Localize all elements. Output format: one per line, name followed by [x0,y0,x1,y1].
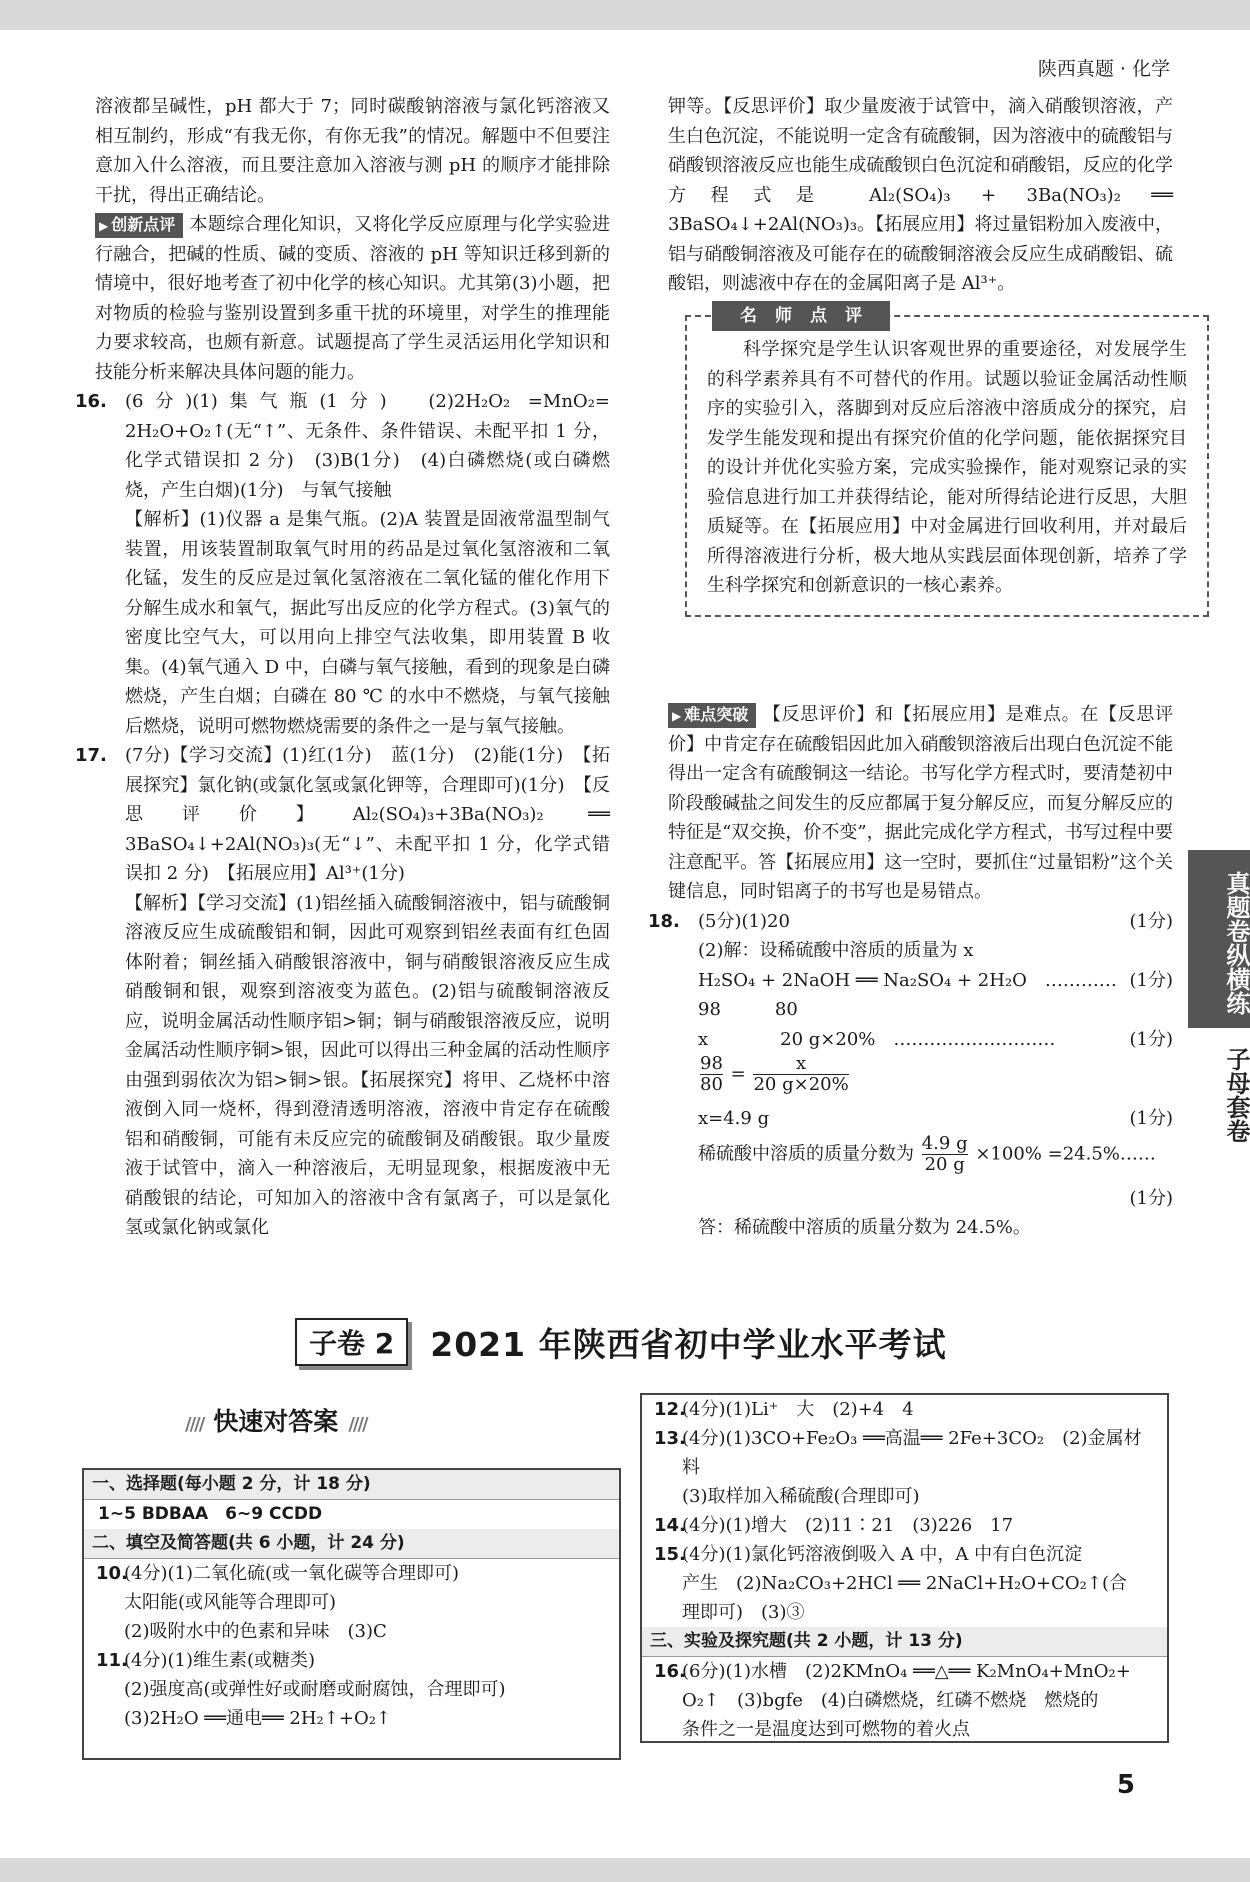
answer-11-b: (2)强度高(或弹性好或耐磨或耐腐蚀，合理即可) [124,1679,506,1700]
answer-box-right [640,1393,1169,1743]
question-number: 18. [648,910,680,932]
q18-calc-line: (5分)(1)20 (1分) [698,910,1173,932]
q18-proportion: $\frac{98}{80}$ = $\frac{x}{20 g\times 20\%}$ [700,1053,849,1095]
teacher-review-text: 科学探究是学生认识客观世界的重要途径，对发展学生的科学素养具有不可替代的作用。试题以验证金属活动性顺序的实验引入，落脚到对反应后溶液中溶质成分的探究，启发学生能发现和提出有探究价值的化学问题，能依据探究目的设计并优化实验方案，完成实验操作，能对观察记录的实验信息进行加工并获得结论，能对所得结论进行反思，大胆质疑等。在【拓展应用】中对金属进行回收利用，并对最后所得溶液进行分析，极大地从实践层面体现创新，培养了学生科学探究和创新意识的一核心素养。 [707,339,1187,596]
question-number: 16. [75,391,107,412]
question-16 [75,387,610,741]
answer-10: 10. (4分)(1)二氧化硫(或一氧化碳等合理即可) [96,1563,460,1584]
answer-13: 13. (4分)(1)3CO+Fe₂O₃ ══高温══ 2Fe+3CO₂ (2)金属材料 [654,1428,1142,1478]
decor-stripes-icon: //// [348,1414,367,1435]
q17-answer: (7分)【学习交流】(1)红(1分) 蓝(1分) (2)能(1分) 【拓展探究】氯化钠(或氯化氢或氯化钾等，合理即可)(1分) 【反思评价】Al₂(SO₄)₃+3Ba(NO₃)₂ ══ 3BaSO₄↓+2Al(NO₃)₃(无“↓”、未配平扣 1 分，化学式错误扣 2 分) 【拓展应用】Al³⁺(1分) [125,745,610,884]
running-header: 陕西真题 · 化学 [1037,58,1170,80]
right-column-lower [648,700,1173,1243]
answer-14: 14. (4分)(1)增大 (2)11∶21 (3)226 17 [654,1515,1014,1536]
section-experiment: 三、实验及探究题(共 2 小题，计 13 分) [642,1627,1167,1657]
q18-x-value: x=4.9 g (1分) [698,1108,1173,1129]
q18-percent-points: (1分) [1129,1187,1173,1209]
decor-stripes-icon: //// [185,1414,204,1435]
section-fill: 二、填空及简答题(共 6 小题，计 24 分) [84,1529,619,1559]
paper-title: 2021 年陕西省初中学业水平考试 [430,1324,947,1364]
question-17 [75,741,610,1243]
difficulty-text: 【反思评价】和【拓展应用】是难点。在【反思评价】中肯定存在硫酸铝因此加入硝酸钡溶液后出现白色沉淀不能得出一定含有硫酸铜这一结论。书写化学方程式时，要清楚初中阶段酸碱盐之间发生的反应都属于复分解反应，而复分解反应的特征是“双交换，价不变”，据此完成化学方程式，书写过程中要注意配平。答【拓展应用】这一空时，要抓住“过量铝粉”这个关键信息，同时铝离子的书写也是易错点。 [668,704,1173,902]
paper-banner [295,1318,947,1366]
difficulty-tag: ▶ 难点突破 [668,703,756,728]
q18-calc-line: x 20 g×20% ……………………… (1分) [698,1028,1173,1050]
question-number: 17. [75,745,107,766]
answer-12: 12. (4分)(1)Li⁺ 大 (2)+4 4 [654,1399,914,1420]
q18-calc-lines [698,907,1173,1055]
q18-calc-line: 98 80 [698,999,798,1020]
quick-answer-heading: //// 快速对答案 //// [185,1407,367,1436]
continued-paragraph: 溶液都呈碱性，pH 都大于 7；同时碳酸钠溶液与氯化钙溶液又相互制约，形成“有我无你，有你无我”的情况。解题中不但要注意加入什么溶液，而且要注意加入溶液与测 pH 的顺序才能排除干扰，得出正确结论。 [95,96,610,206]
fraction-left: $\frac{98}{80}$ [700,1053,723,1095]
answer-16-c: 条件之一是温度达到可燃物的着火点 [682,1719,970,1740]
bottom-gray-bar [0,1858,1250,1882]
q16-analysis: 【解析】(1)仪器 a 是集气瓶。(2)A 装置是固液常温型制气装置，用该装置制取氧气时用的药品是过氧化氢溶液和二氧化锰，发生的反应是过氧化氢溶液在二氧化锰的催化作用下分解生成水和氧气，据此写出反应的化学方程式。(3)氧气的密度比空气大，可以用向上排空气法收集，即用装置 B 收集。(4)氧气通入 D 中，白磷与氧气接触，看到的现象是白磷燃烧，产生白烟；白磷在 80 ℃ 的水中不燃烧，与氧气接触后燃烧，说明可燃物燃烧需要的条件之一是与氧气接触。 [125,509,610,737]
innovation-review [95,210,610,387]
q18-calc-line: (2)解：设稀硫酸中溶质的质量为 x [698,940,974,961]
teacher-review-box [685,306,1209,617]
top-gray-bar [0,0,1250,30]
answer-15-b: 产生 (2)Na₂CO₃+2HCl ══ 2NaCl+H₂O+CO₂↑(合 [682,1573,1127,1594]
innovation-text: 本题综合理化知识，又将化学反应原理与化学实验进行融合，把碱的性质、碱的变质、溶液的 pH 等知识迁移到新的情境中，很好地考查了初中化学的核心知识。尤其第(3)小题，把对物质的检验与鉴别设置到多重干扰的环境里，对学生的推理能力要求较高，也颇有新意。试题提高了学生灵活运用化学知识和技能分析来解决具体问题的能力。 [95,214,610,383]
page-number: 5 [1116,1770,1135,1800]
section-choice: 一、选择题(每小题 2 分，计 18 分) [84,1470,619,1500]
q18-percent: 稀硫酸中溶质的质量分数为 $\frac{4.9 g}{20 g}$ ×100% =24.5%…… [698,1132,1156,1175]
right-column [668,92,1173,299]
answer-16-b: O₂↑ (3)bgfe (4)白磷燃烧，红磷不燃烧 燃烧的 [682,1690,1099,1711]
difficulty-breakthrough [668,700,1173,907]
answer-11-c: (3)2H₂O ══通电══ 2H₂↑+O₂↑ [124,1708,391,1729]
continued-paragraph: 钾等。【反思评价】取少量废液于试管中，滴入硝酸钡溶液，产生白色沉淀，不能说明一定含有硫酸铜，因为溶液中的硫酸铝与硝酸钡溶液反应也能生成硫酸钡白色沉淀和硝酸铝，反应的化学方程式是 Al₂(SO₄)₃ + 3Ba(NO₃)₂ ══ 3BaSO₄↓+2Al(NO₃)₃。【拓展应用】将过量铝粉加入废液中，铝与硝酸铜溶液及可能存在的硫酸铜溶液会反应生成硝酸铝、硫酸铝，则滤液中存在的金属阳离子是 Al³⁺。 [668,96,1173,294]
q17-analysis: 【解析】【学习交流】(1)铝丝插入硫酸铜溶液中，铝与硫酸铜溶液反应生成硫酸铝和铜，因此可观察到铝丝表面有红色固体附着；铜丝插入硝酸银溶液中，铜与硝酸银溶液反应生成硝酸铜和银，观察到溶液变为蓝色。(2)铝与硫酸铜溶液反应，说明金属活动性顺序铝>铜；铜与硝酸银溶液反应，说明金属活动性顺序铜>银，因此可以得出三种金属的活动性顺序由强到弱依次为铝>铜>银。【拓展探究】将甲、乙烧杯中溶液倒入同一烧杯，得到澄清透明溶液，溶液中肯定存在硫酸铝和硝酸铜，可能有未反应完的硫酸铜及硝酸银。取少量废液于试管中，滴入一种溶液后，无明显现象，根据废液中无硝酸银的结论，可知加入的溶液中含有氯离子，可以是氯化氢或氯化钠或氯化 [125,892,610,1238]
answer-15-c: 理即可) (3)③ [682,1602,805,1623]
teacher-review-title: 名师点评 [712,301,890,331]
q18-final: 答：稀硫酸中溶质的质量分数为 24.5%。 [698,1217,1031,1238]
answer-16: 16. (6分)(1)水槽 (2)2KMnO₄ ══△══ K₂MnO₄+MnO₂+ [654,1661,1131,1682]
innovation-tag: ▶ 创新点评 [95,213,183,238]
choice-answers: 1~5 BDBAA 6~9 CCDD [98,1504,323,1524]
answer-10-c: (2)吸附水中的色素和异味 (3)C [124,1621,387,1642]
question-18 [648,907,1173,1243]
side-tab-section: 真题卷纵横练 [1188,850,1250,1028]
answer-11: 11. (4分)(1)维生素(或糖类) [96,1650,316,1671]
paper-tag: 子卷 2 [295,1318,408,1366]
answer-10-b: 太阳能(或风能等合理即可) [124,1592,337,1613]
q18-calc-line: H₂SO₄ + 2NaOH ══ Na₂SO₄ + 2H₂O ………… (1分) [698,969,1173,991]
fraction-right: $\frac{x}{20 g\times 20\%}$ [753,1053,849,1095]
fraction-percent: $\frac{4.9 g}{20 g}$ [921,1132,968,1175]
answer-15: 15. (4分)(1)氯化钙溶液倒吸入 A 中，A 中有白色沉淀 [654,1544,1083,1565]
q16-answer: (6分)(1)集气瓶(1分) (2)2H₂O₂ =MnO₂= 2H₂O+O₂↑(无“↑”、无条件、条件错误、未配平扣 1 分，化学式错误扣 2 分) (3)B(1分) (4)白磷燃烧(或白磷燃烧，产生白烟)(1分) 与氧气接触 [125,391,610,501]
answer-13-b: (3)取样加入稀硫酸(合理即可) [682,1486,920,1507]
left-column [75,92,610,1243]
side-tab-subset: 子母套卷 [1188,1040,1250,1150]
answer-box-left [82,1468,621,1760]
